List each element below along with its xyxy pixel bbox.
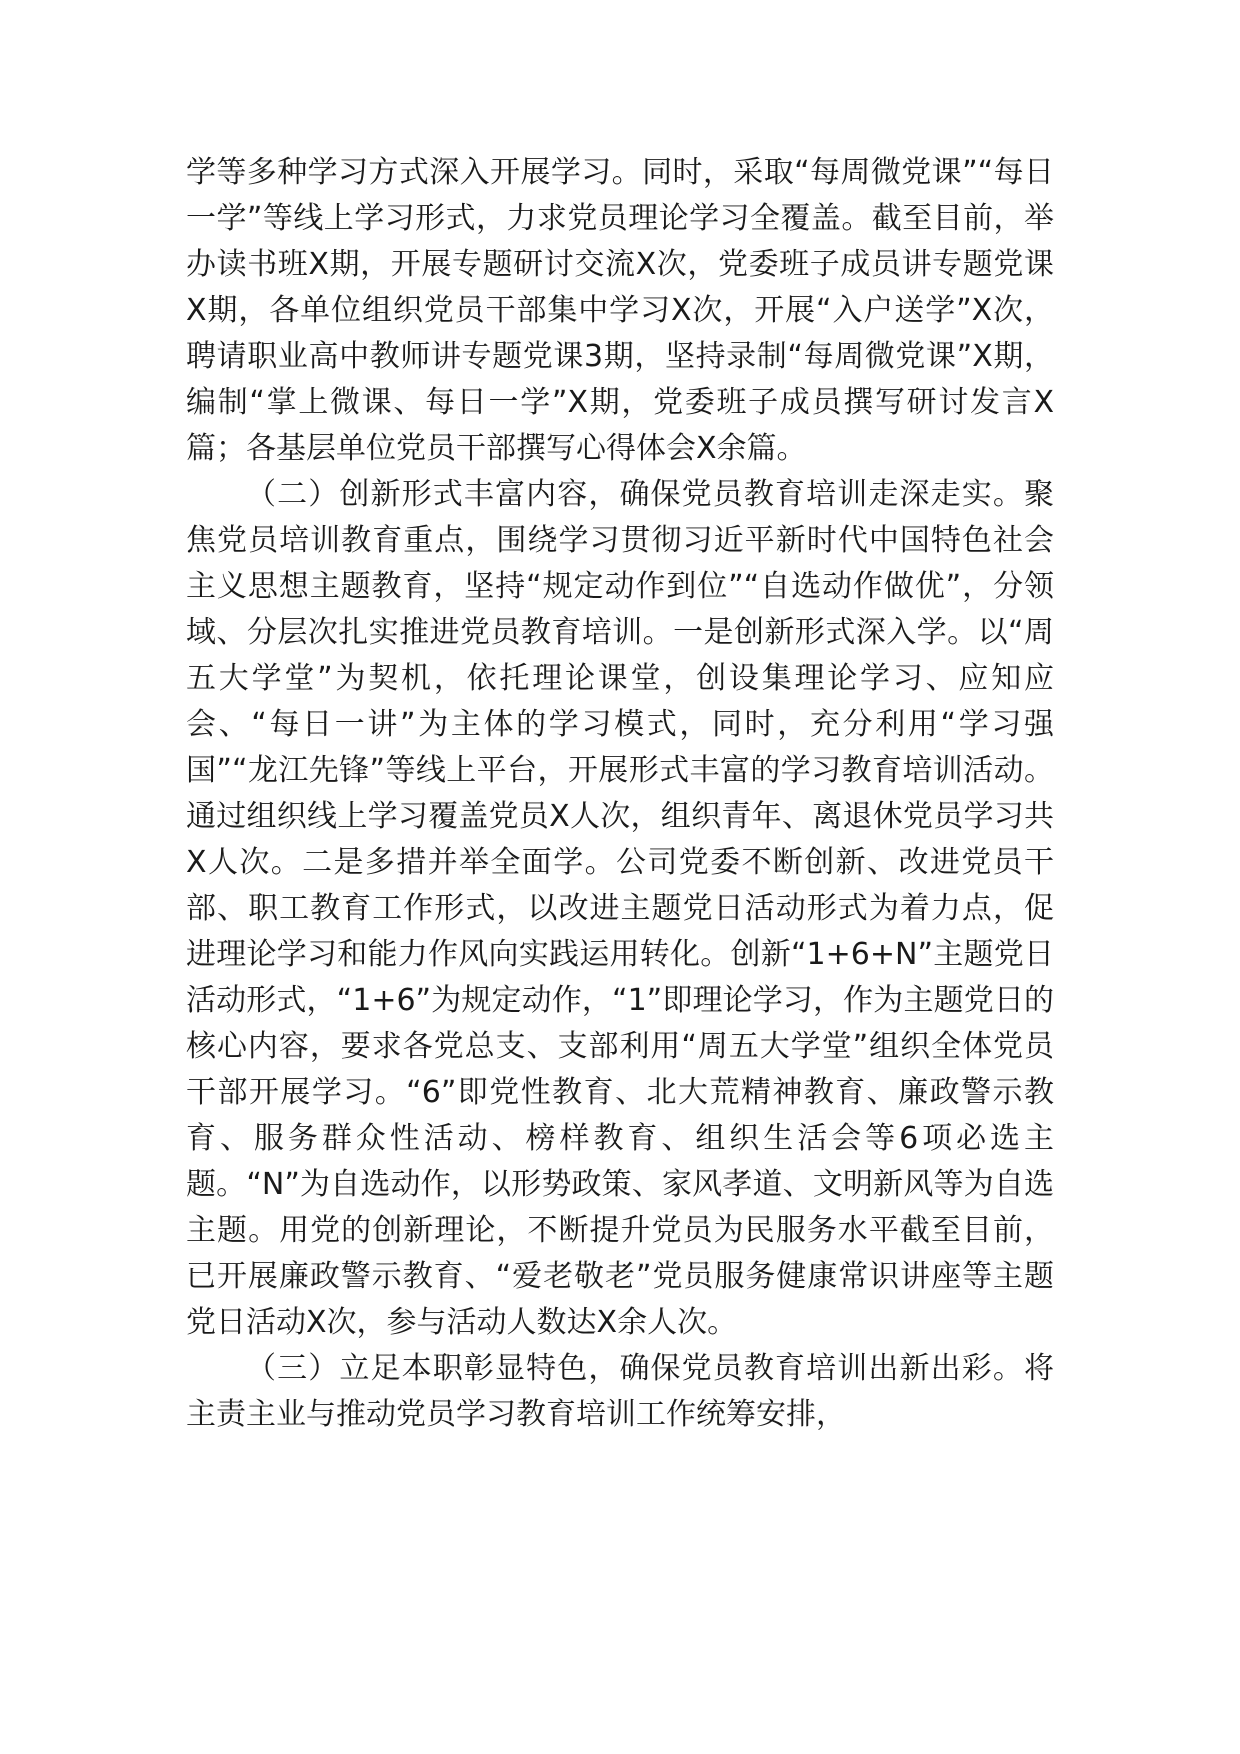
paragraph-section-two: （二）创新形式丰富内容，确保党员教育培训走深走实。聚焦党员培训教育重点，围绕学习贯彻习近平新时代中国特色社会主义思想主题教育，坚持“规定动作到位”“自选动作做优”，分领域、分层次扎实推进党员教育培训。一是创新形式深入学。以“周五大学堂”为契机，依托理论课堂，创设集理论学习、应知应会、“每日一讲”为主体的学习模式，同时，充分利用“学习强国”“龙江先锋”等线上平台，开展形式丰富的学习教育培训活动。通过组织线上学习覆盖党员X人次，组织青年、离退休党员学习共X人次。二是多措并举全面学。公司党委不断创新、改进党员干部、职工教育工作形式，以改进主题党日活动形式为着力点，促进理论学习和能力作风向实践运用转化。创新“1+6+N”主题党日活动形式，“1+6”为规定动作，“1”即理论学习，作为主题党日的核心内容，要求各党总支、支部利用“周五大学堂”组织全体党员干部开展学习。“6”即党性教育、北大荒精神教育、廉政警示教育、服务群众性活动、榜样教育、组织生活会等6项必选主题。“N”为自选动作，以形势政策、家风孝道、文明新风等为自选主题。用党的创新理论，不断提升党员为民服务水平截至目前，已开展廉政警示教育、“爱老敬老”党员服务健康常识讲座等主题党日活动X次，参与活动人数达X余人次。 — [186, 477, 1054, 1340]
document-body — [186, 150, 1054, 1438]
paragraph-section-three: （三）立足本职彰显特色，确保党员教育培训出新出彩。将主责主业与推动党员学习教育培训工作统筹安排， — [186, 1351, 1054, 1432]
paragraph-study-continuation: 学等多种学习方式深入开展学习。同时，采取“每周微党课”“每日一学”等线上学习形式，力求党员理论学习全覆盖。截至目前，举办读书班X期，开展专题研讨交流X次，党委班子成员讲专题党课X期，各单位组织党员干部集中学习X次，开展“入户送学”X次，聘请职业高中教师讲专题党课3期，坚持录制“每周微党课”X期，编制“掌上微课、每日一学”X期，党委班子成员撰写研讨发言X篇；各基层单位党员干部撰写心得体会X余篇。 — [186, 155, 1054, 466]
